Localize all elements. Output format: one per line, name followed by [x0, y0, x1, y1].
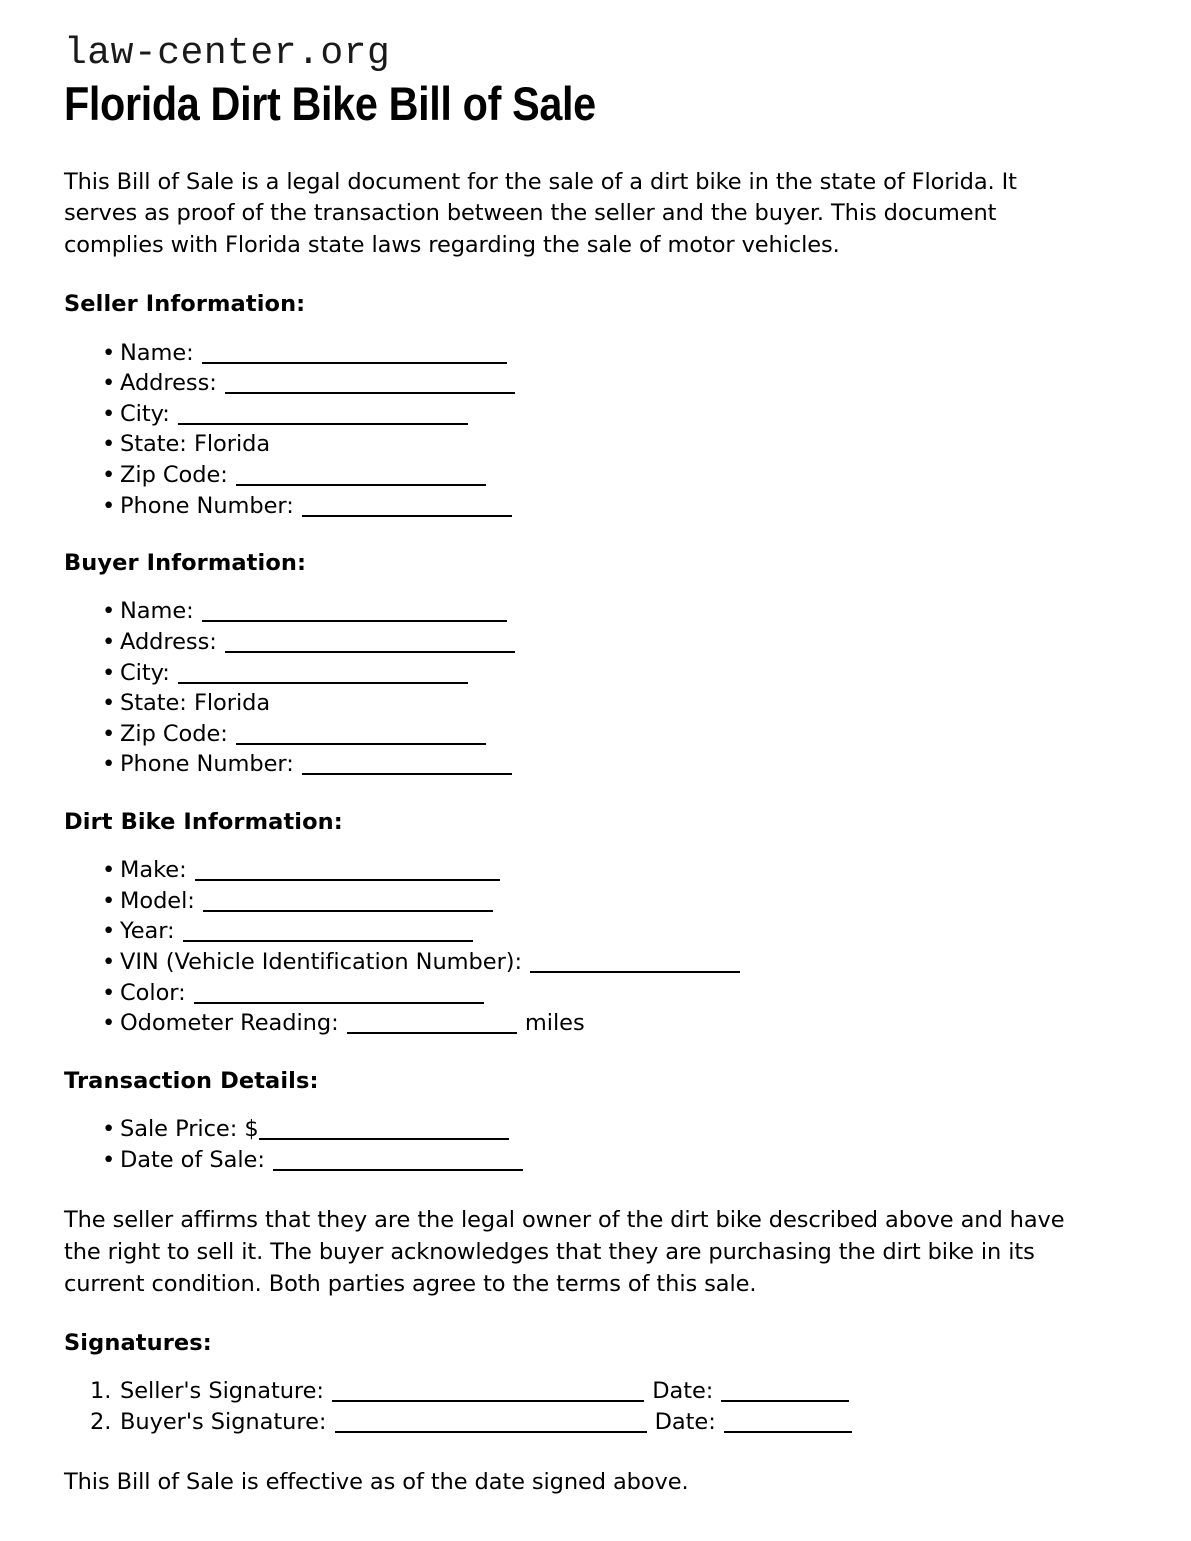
field-value: Florida [193, 431, 271, 458]
list-item [64, 749, 1129, 780]
date-blank-line[interactable] [724, 1410, 852, 1433]
document-content [64, 34, 1129, 1499]
field-value: Florida [193, 690, 271, 717]
signature-label: Buyer's Signature: [120, 1408, 327, 1435]
list-item [64, 460, 1129, 491]
dirt-bike-field-list [64, 855, 1129, 1039]
list-item [64, 947, 1129, 978]
date-label: Date: [654, 1408, 716, 1435]
blank-line[interactable] [236, 463, 486, 486]
blank-line[interactable] [302, 493, 512, 516]
field-label: VIN (Vehicle Identification Number): [120, 948, 523, 975]
field-label: State: [120, 690, 187, 717]
list-item [64, 1407, 1129, 1438]
blank-line[interactable] [347, 1011, 517, 1034]
signature-blank-line[interactable] [335, 1410, 647, 1433]
seller-field-list [64, 338, 1129, 522]
list-item [64, 855, 1129, 886]
blank-line[interactable] [202, 599, 507, 622]
effective-paragraph: This Bill of Sale is effective as of the date signed above. [64, 1469, 689, 1496]
field-label: Address: [120, 628, 217, 655]
list-item [64, 688, 1129, 719]
field-label: Name: [120, 339, 194, 366]
field-label: Model: [120, 887, 195, 914]
list-item [64, 338, 1129, 369]
list-item [64, 1114, 1129, 1145]
signature-list [64, 1376, 1129, 1437]
list-item [64, 399, 1129, 430]
list-item [64, 916, 1129, 947]
list-item [64, 1145, 1129, 1176]
field-label: Odometer Reading: [120, 1010, 339, 1037]
blank-line[interactable] [273, 1147, 523, 1170]
field-label: Sale Price: $ [120, 1116, 259, 1143]
field-label: City: [120, 659, 170, 686]
list-item [64, 658, 1129, 689]
list-item [64, 978, 1129, 1009]
blank-line[interactable] [178, 660, 468, 683]
list-item [64, 886, 1129, 917]
blank-line[interactable] [202, 340, 507, 363]
intro-paragraph: This Bill of Sale is a legal document for the sale of a dirt bike in the state of Florida. It serves as proof of the transaction between the seller and the buyer. This document complies with Florida state laws regarding the sale of motor vehicles. [64, 168, 1017, 259]
dirt-bike-information-heading: Dirt Bike Information: [64, 808, 343, 835]
blank-line[interactable] [183, 919, 473, 942]
field-label: Date of Sale: [120, 1146, 265, 1173]
list-item [64, 429, 1129, 460]
field-label: City: [120, 400, 170, 427]
seller-information-heading: Seller Information: [64, 291, 306, 318]
signature-blank-line[interactable] [332, 1379, 644, 1402]
field-label: Color: [120, 979, 186, 1006]
field-label: Phone Number: [120, 751, 294, 778]
blank-line[interactable] [302, 752, 512, 775]
site-name: law-center.org [64, 32, 391, 75]
transaction-field-list [64, 1114, 1129, 1175]
field-label: State: [120, 431, 187, 458]
field-label: Zip Code: [120, 461, 228, 488]
field-suffix: miles [524, 1010, 585, 1037]
list-item [64, 491, 1129, 522]
list-item [64, 368, 1129, 399]
field-label: Address: [120, 370, 217, 397]
affirmation-paragraph: The seller affirms that they are the legal owner of the dirt bike described above and have the right to sell it. The buyer acknowledges that they are purchasing the dirt bike in its current condition. Both parties agree to the terms of this sale. [64, 1207, 1065, 1298]
list-item [64, 1008, 1129, 1039]
list-item [64, 1376, 1129, 1407]
blank-line[interactable] [259, 1117, 509, 1140]
buyer-information-heading: Buyer Information: [64, 550, 307, 577]
field-label: Make: [120, 857, 187, 884]
list-item [64, 719, 1129, 750]
list-item [64, 627, 1129, 658]
page-title: Florida Dirt Bike Bill of Sale [64, 76, 596, 130]
blank-line[interactable] [225, 371, 515, 394]
date-label: Date: [652, 1378, 714, 1405]
signature-label: Seller's Signature: [120, 1378, 324, 1405]
date-blank-line[interactable] [721, 1379, 849, 1402]
blank-line[interactable] [203, 888, 493, 911]
field-label: Year: [120, 918, 175, 945]
blank-line[interactable] [236, 721, 486, 744]
transaction-details-heading: Transaction Details: [64, 1067, 319, 1094]
field-label: Zip Code: [120, 720, 228, 747]
blank-line[interactable] [530, 950, 740, 973]
buyer-field-list [64, 596, 1129, 780]
list-item [64, 596, 1129, 627]
field-label: Name: [120, 598, 194, 625]
blank-line[interactable] [178, 401, 468, 424]
blank-line[interactable] [225, 630, 515, 653]
field-label: Phone Number: [120, 492, 294, 519]
blank-line[interactable] [195, 858, 500, 881]
signatures-heading: Signatures: [64, 1330, 212, 1357]
blank-line[interactable] [194, 980, 484, 1003]
